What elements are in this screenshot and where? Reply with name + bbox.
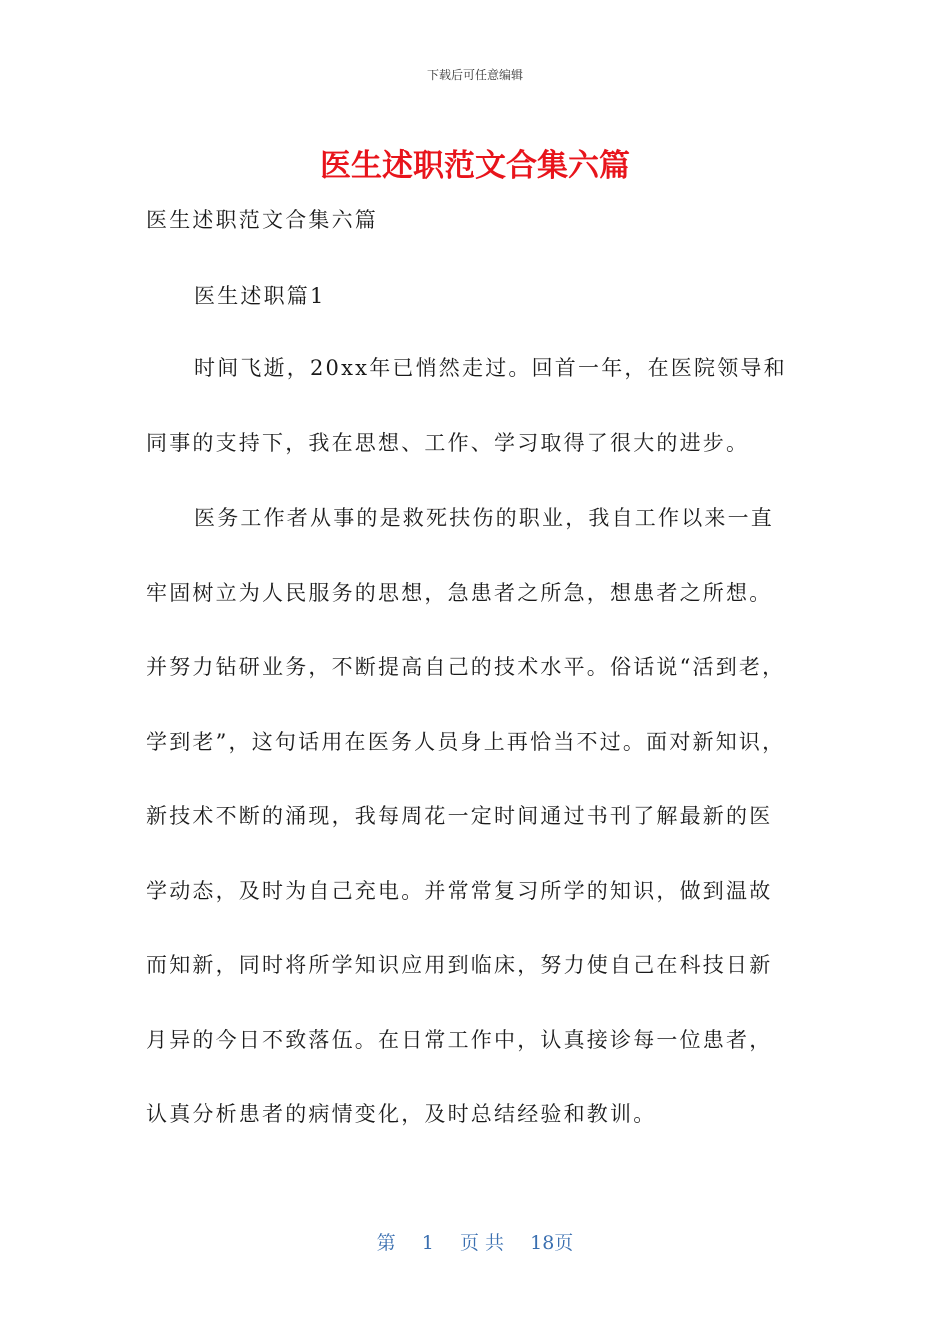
footer-suffix: 页 [554, 1232, 574, 1254]
paragraph-line: 同事的支持下，我在思想、工作、学习取得了很大的进步。 [146, 431, 750, 455]
paragraph-line: 牢固树立为人民服务的思想，急患者之所急，想患者之所想。 [146, 581, 773, 605]
current-page-number: 1 [421, 1232, 434, 1254]
paragraph-line: 认真分析患者的病情变化，及时总结经验和教训。 [146, 1102, 657, 1126]
footer-middle: 页 共 [459, 1232, 505, 1254]
paragraph-line: 新技术不断的涌现，我每周花一定时间通过书刊了解最新的医 [146, 804, 773, 828]
total-pages: 18 [530, 1232, 555, 1254]
paragraph-line: 学动态，及时为自己充电。并常常复习所学的知识，做到温故 [146, 879, 773, 903]
footer-prefix: 第 [376, 1232, 396, 1254]
paragraph-line: 时间飞逝，20xx年已悄然走过。回首一年，在医院领导和 [194, 356, 787, 380]
paragraph-line: 并努力钻研业务，不断提高自己的技术水平。俗话说“活到老， [146, 655, 786, 679]
subtitle-line: 医生述职范文合集六篇 [146, 208, 378, 232]
document-title: 医生述职范文合集六篇 [320, 148, 630, 184]
header-note: 下载后可任意编辑 [426, 68, 523, 82]
section-heading: 医生述职篇1 [194, 284, 326, 308]
page-footer [0, 1228, 950, 1255]
paragraph-line: 而知新，同时将所学知识应用到临床，努力使自己在科技日新 [146, 953, 773, 977]
paragraph-line: 月异的今日不致落伍。在日常工作中，认真接诊每一位患者， [146, 1028, 773, 1052]
paragraph-line: 医务工作者从事的是救死扶伤的职业，我自工作以来一直 [194, 506, 774, 530]
paragraph-line: 学到老”，这句话用在医务人员身上再恰当不过。面对新知识， [146, 730, 786, 754]
